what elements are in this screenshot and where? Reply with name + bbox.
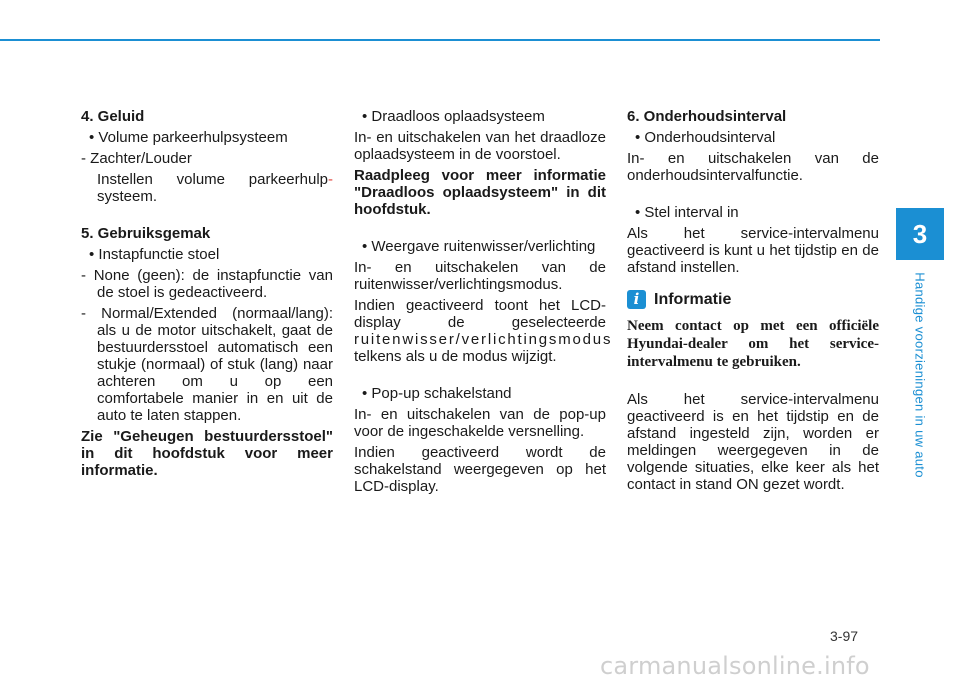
text-onderhoud: In- en uitschakelen van de onderhoudsintervalfunctie. <box>627 150 879 184</box>
section-heading-onderhoud: 6. Onderhoudsinterval <box>627 108 787 125</box>
column-middle <box>354 108 613 495</box>
bullet-volume: • Volume parkeerhulpsysteem <box>89 129 288 146</box>
column-right <box>627 108 879 493</box>
text-service-meldingen: Als het service-intervalmenu geactiveerd is en het tijdstip en de afstand ingesteld zijn, worden er meldingen weergegeven in de volgende situaties, elke keer als het contact in stand ON gezet wordt. <box>627 391 879 493</box>
column-left <box>81 108 333 479</box>
bullet-popup: • Pop-up schakelstand <box>362 385 512 402</box>
text-wisser-telkens: telkens als u de modus wijzigt. <box>354 348 557 365</box>
watermark: carmanualsonline.info <box>600 652 870 680</box>
chapter-number: 3 <box>912 218 928 249</box>
info-body: Neem contact op met een officiële Hyundai-dealer om het service-intervalmenu te gebruiken. <box>627 318 879 370</box>
chapter-tab[interactable] <box>896 208 944 260</box>
text-popup-lcd: Indien geactiveerd wordt de schakelstand weergegeven op het LCD-display. <box>354 444 606 495</box>
section-heading-gebruik: 5. Gebruiksgemak <box>81 225 211 242</box>
note-draadloos: Raadpleeg voor meer informatie "Draadloos oplaadsysteem" in dit hoofdstuk. <box>354 167 606 218</box>
dash-zachter: - Zachter/Louder <box>81 150 192 167</box>
bullet-draadloos: • Draadloos oplaadsysteem <box>362 108 545 125</box>
text-wisser-lcd: Indien geactiveerd toont het LCD-display de geselecteerde <box>354 297 606 331</box>
hyphen-mark: - <box>328 171 333 188</box>
text-popup: In- en uitschakelen van de pop-up voor de ingeschakelde versnelling. <box>354 406 606 440</box>
header-rule <box>0 39 880 41</box>
text-instellen-main: Instellen volume parkeerhulp <box>97 171 328 188</box>
text-wisser-mode: ruitenwisser/verlichtingsmodus <box>354 331 613 348</box>
bullet-instap: • Instapfunctie stoel <box>89 246 220 263</box>
bullet-stel-interval: • Stel interval in <box>635 204 739 221</box>
text-systeem: systeem. <box>97 188 158 205</box>
text-stel-interval: Als het service-intervalmenu geactiveerd is kunt u het tijdstip en de afstand instellen. <box>627 225 879 276</box>
dash-none: - None (geen): de instapfunctie van de stoel is gedeactiveerd. <box>81 267 333 301</box>
section-heading-geluid: 4. Geluid <box>81 108 145 125</box>
page-number: 3-97 <box>830 628 859 644</box>
bullet-wisser: • Weergave ruitenwisser/verlichting <box>362 238 596 255</box>
info-title: Informatie <box>654 291 732 308</box>
text-draadloos: In- en uitschakelen van het draadloze oplaadsysteem in de voorstoel. <box>354 129 606 163</box>
bullet-onderhoud: • Onderhoudsinterval <box>635 129 776 146</box>
text-wisser: In- en uitschakelen van de ruitenwisser/verlichtingsmodus. <box>354 259 606 293</box>
dash-normal: - Normal/Extended (normaal/lang): als u de motor uitschakelt, gaat de bestuurdersstoel automatisch een stukje (normaal) of stuk (lang) naar achteren om u op een comfortabele manier in en uit de auto te laten stappen. <box>81 305 333 424</box>
info-header <box>627 290 879 309</box>
note-geheugen: Zie "Geheugen bestuurdersstoel" in dit hoofdstuk voor meer informatie. <box>81 428 333 479</box>
info-icon: i <box>627 290 646 309</box>
text-instellen <box>81 171 333 188</box>
chapter-label-text: Handige voorzieningen in uw auto <box>912 272 928 478</box>
